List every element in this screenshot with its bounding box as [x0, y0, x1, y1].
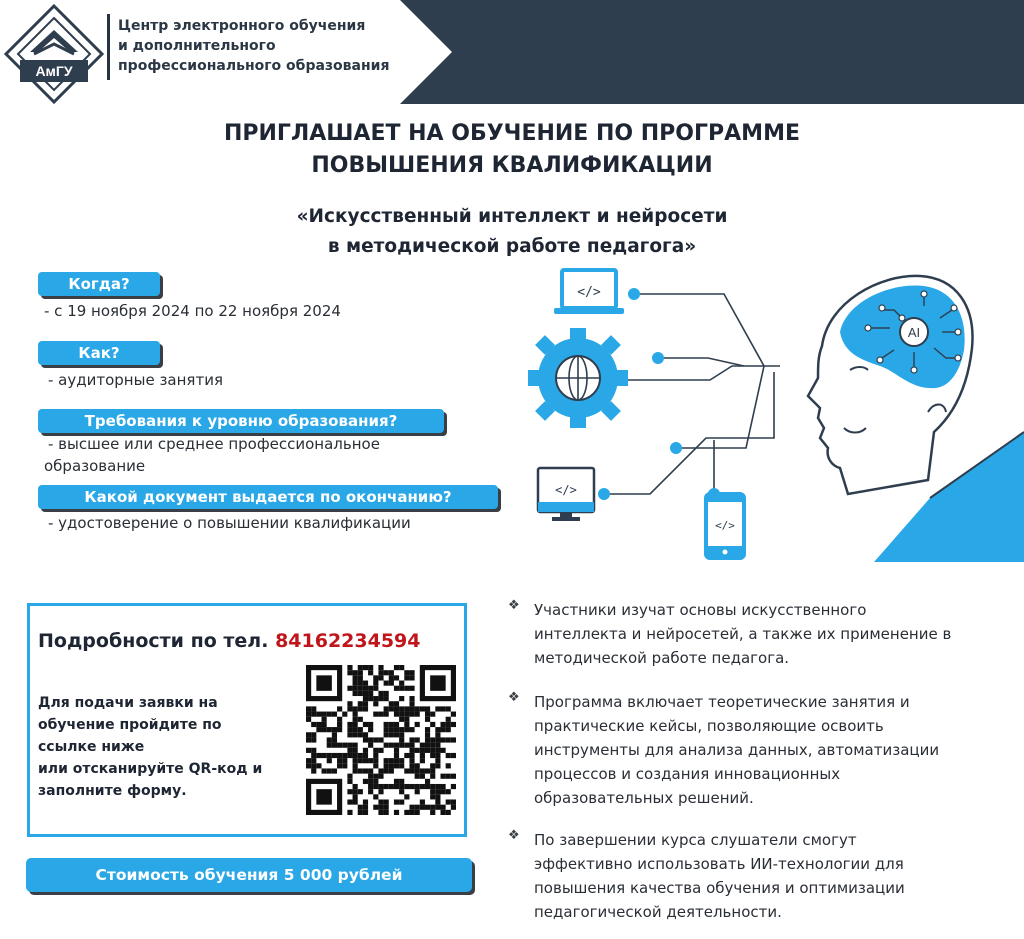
qr-code[interactable]	[306, 665, 456, 815]
answer-document: - удостоверение о повышении квалификации	[48, 514, 411, 532]
bullet-line: По завершении курса слушатели смогут	[534, 831, 857, 849]
question-when: Когда?	[38, 272, 160, 296]
ai-label: AI	[907, 325, 921, 340]
question-education: Требования к уровню образования?	[38, 409, 444, 433]
phone-code-glyph: </>	[715, 519, 735, 532]
ai-head-icon	[808, 276, 1024, 562]
bullet-line: процессов и создания инновационных	[534, 765, 841, 783]
logo-text: АмГУ	[35, 63, 73, 79]
laptop-icon	[554, 270, 624, 314]
monitor-code-glyph: </>	[555, 483, 577, 497]
logo-divider	[107, 14, 110, 80]
phone-label: Подробности по тел.	[38, 630, 269, 652]
org-name-line: и дополнительного	[118, 38, 276, 54]
answer-when: - с 19 ноября 2024 по 22 ноября 2024	[44, 302, 341, 320]
bullet-line: Программа включает теоретические занятия и	[534, 693, 910, 711]
bullet-line: повышения качества обучения и оптимизации	[534, 879, 905, 897]
apply-line: ссылке ниже	[38, 739, 145, 755]
main-title	[0, 118, 1024, 182]
laptop-code-glyph: </>	[577, 285, 601, 300]
apply-line: Для подачи заявки на	[38, 695, 218, 711]
phone-number[interactable]: 84162234594	[275, 630, 421, 652]
bullet-line: Участники изучат основы искусственного	[534, 601, 867, 619]
apply-line: обучение пройдите по	[38, 717, 222, 733]
org-name-line: профессионального образования	[118, 58, 390, 74]
bullet-line: эффективно использовать ИИ-технологии для	[534, 855, 904, 873]
question-document: Какой документ выдается по окончанию?	[38, 485, 498, 509]
bullet-line: методической работе педагога.	[534, 649, 790, 667]
apply-instructions	[38, 692, 308, 802]
main-title-line: ПОВЫШЕНИЯ КВАЛИФИКАЦИИ	[311, 153, 713, 178]
header-band	[400, 0, 1024, 104]
org-name-line: Центр электронного обучения	[118, 18, 366, 34]
program-title	[0, 202, 1024, 262]
org-name	[118, 16, 418, 76]
bullet-line: инструменты для анализа данных, автоматизации	[534, 741, 940, 759]
bullet-icon: ❖	[508, 828, 520, 843]
answer-how: - аудиторные занятия	[48, 371, 223, 389]
answer-education-line: образование	[44, 457, 146, 475]
amgu-logo	[4, 4, 104, 104]
apply-line: или отсканируйте QR-код и	[38, 761, 263, 777]
monitor-icon	[538, 468, 594, 521]
answer-education-line: - высшее или среднее профессиональное	[48, 435, 380, 453]
bullet-icon: ❖	[508, 598, 520, 613]
price-bar: Стоимость обучения 5 000 рублей	[26, 858, 472, 892]
ai-illustration	[510, 262, 1024, 572]
apply-line: заполните форму.	[38, 783, 187, 799]
program-title-line: «Искусственный интеллект и нейросети	[296, 206, 728, 227]
question-how: Как?	[38, 341, 160, 365]
phone-line	[38, 630, 421, 652]
bullet-line: педагогической деятельности.	[534, 903, 782, 921]
program-title-line: в методической работе педагога»	[327, 236, 697, 257]
phone-icon	[706, 494, 744, 558]
gear-globe-icon	[528, 328, 628, 428]
main-title-line: ПРИГЛАШАЕТ НА ОБУЧЕНИЕ ПО ПРОГРАММЕ	[223, 121, 800, 146]
bullet-icon: ❖	[508, 690, 520, 705]
bullet-line: практические кейсы, позволяющие освоить	[534, 717, 884, 735]
bullet-line: образовательных решений.	[534, 789, 754, 807]
bullet-line: интеллекта и нейросетей, а также их применение в	[534, 625, 952, 643]
